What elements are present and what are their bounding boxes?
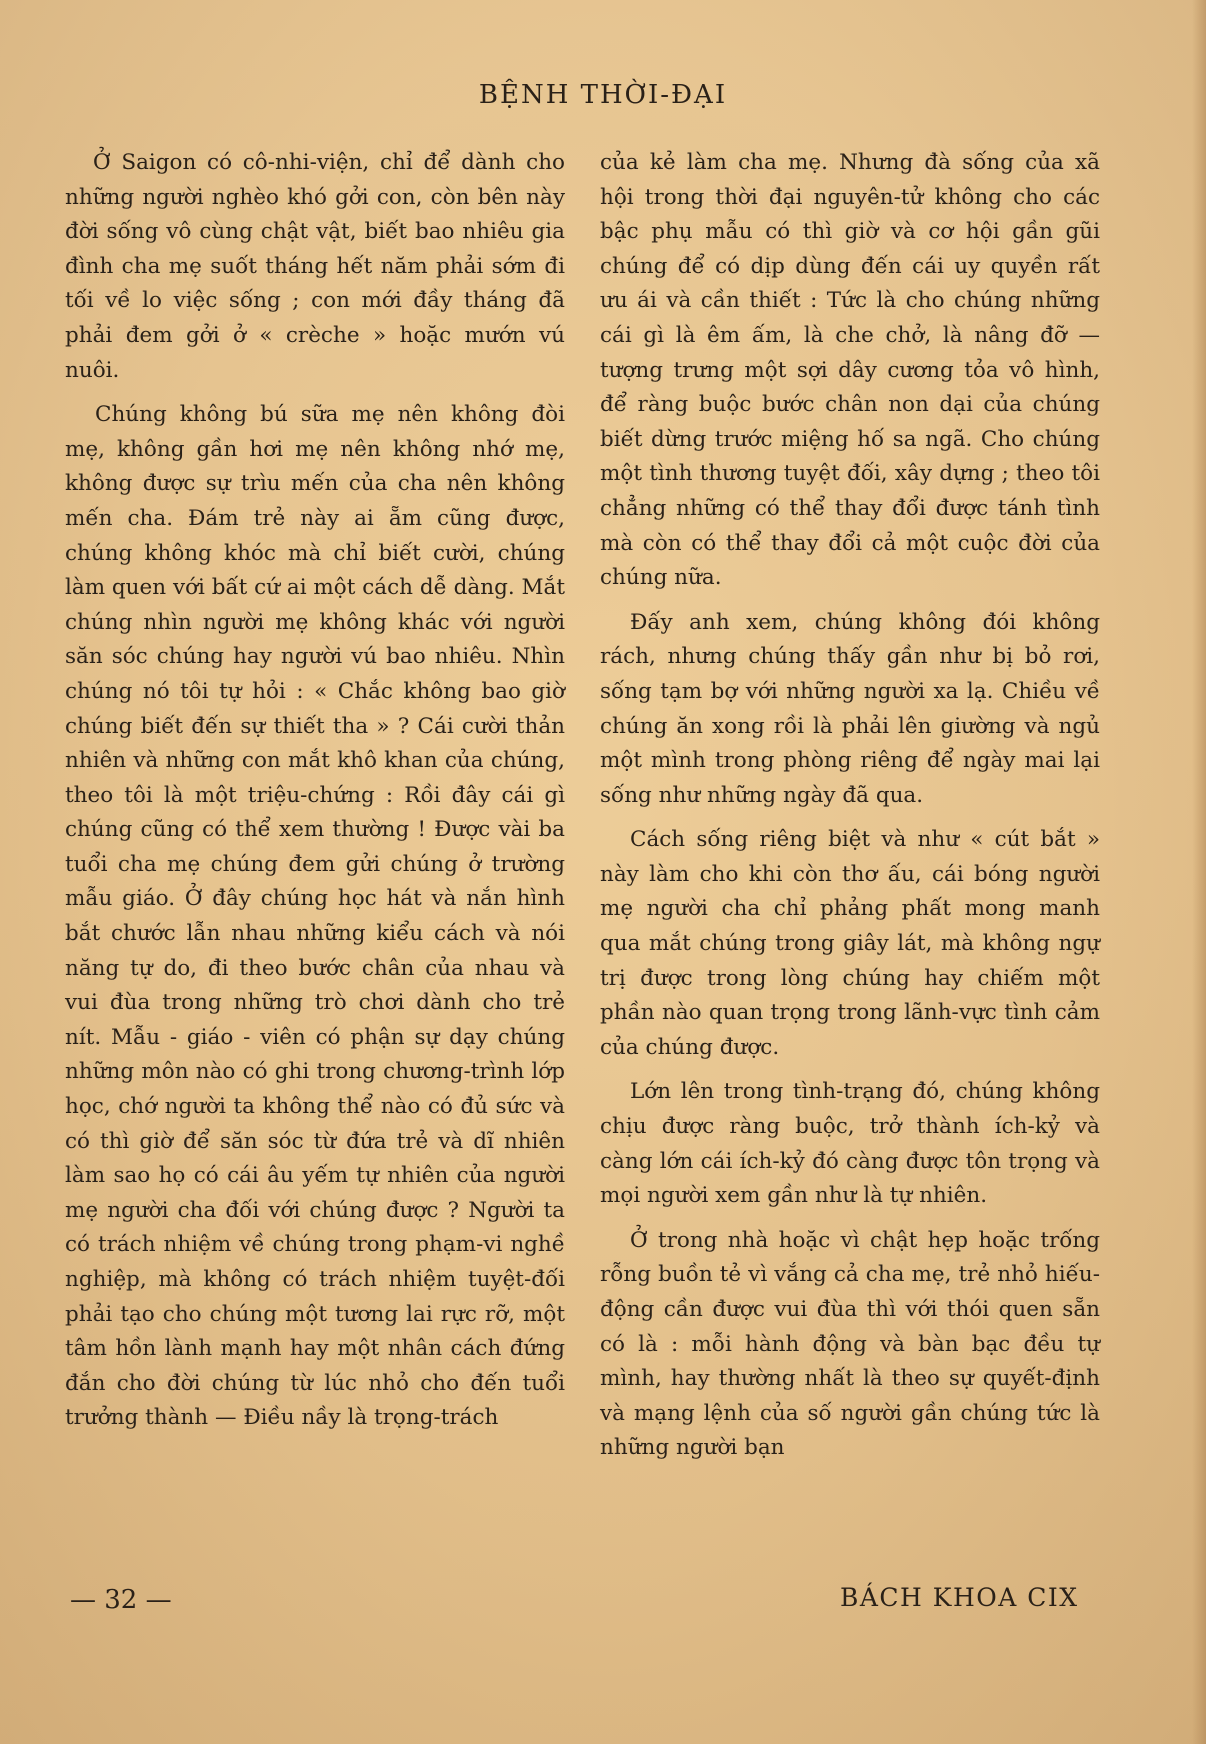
paragraph: của kẻ làm cha mẹ. Nhưng đà sống của xã hội trong thời đại nguyên-tử không cho các bậc phụ mẫu có thì giờ và cơ hội gần gũi chúng để có dịp dùng đến cái uy quyền rất ưu ái và cần thiết : Tức là cho chúng những cái gì là êm ấm, là che chở, là nâng đỡ — tượng trưng một sợi dây cương tỏa vô hình, để ràng buộc bước chân non dại của chúng biết dừng trước miệng hố sa ngã. Cho chúng một tình thương tuyệt đối, xây dựng ; theo tôi chẳng những có thể thay đổi được tánh tình mà còn có thể thay đổi cả một cuộc đời của chúng nữa.: [600, 150, 1100, 591]
paragraph: Ở trong nhà hoặc vì chật hẹp hoặc trống rỗng buồn tẻ vì vắng cả cha mẹ, trẻ nhỏ hiếu-động cần được vui đùa thì với thói quen sẵn có là : mỗi hành động và bàn bạc đều tự mình, hay thường nhất là theo sự quyết-định và mạng lệnh của số người gần chúng tức là những người bạn: [600, 1227, 1100, 1461]
paragraph: Cách sống riêng biệt và như « cút bắt » này làm cho khi còn thơ ấu, cái bóng người mẹ người cha chỉ phảng phất mong manh qua mắt chúng trong giây lát, mà không ngự trị được trong lòng chúng hay chiếm một phần nào quan trọng trong lãnh-vực tình cảm của chúng được.: [600, 827, 1100, 1060]
paragraph: Đấy anh xem, chúng không đói không rách, nhưng chúng thấy gần như bị bỏ rơi, sống tạm bợ với những người xa lạ. Chiều về chúng ăn xong rồi là phải lên giường và ngủ một mình trong phòng riêng để ngày mai lại sống như những ngày đã qua.: [600, 609, 1100, 808]
page-edge-shadow: [1192, 0, 1206, 1744]
publication-name: BÁCH KHOA CIX: [840, 1583, 1079, 1612]
paragraph: Lớn lên trong tình-trạng đó, chúng không chịu được ràng buộc, trở thành ích-kỷ và càng lớn cái ích-kỷ đó càng được tôn trọng và mọi người xem gần như là tự nhiên.: [600, 1079, 1100, 1209]
paragraph: Ở Saigon có cô-nhi-viện, chỉ để dành cho những người nghèo khó gởi con, còn bên này đời sống vô cùng chật vật, biết bao nhiêu gia đình cha mẹ suốt tháng hết năm phải sớm đi tối về lo việc sống ; con mới đầy tháng đã phải đem gởi ở « crèche » hoặc mướn vú nuôi.: [65, 150, 565, 383]
right-column: [600, 146, 1100, 1476]
left-column: [65, 146, 565, 1446]
page-number: — 32 —: [70, 1585, 172, 1615]
running-head: BỆNH THỜI-ĐẠI: [478, 80, 728, 110]
paragraph: Chúng không bú sữa mẹ nên không đòi mẹ, không gần hơi mẹ nên không nhớ mẹ, không được sự trìu mến của cha nên không mến cha. Đám trẻ này ai ẵm cũng được, chúng không khóc mà chỉ biết cười, chúng làm quen với bất cứ ai một cách dễ dàng. Mắt chúng nhìn người mẹ không khác với người săn sóc chúng hay người vú bao nhiêu. Nhìn chúng nó tôi tự hỏi : « Chắc không bao giờ chúng biết đến sự thiết tha » ? Cái cười thản nhiên và những con mắt khô khan của chúng, theo tôi là một triệu-chứng : Rồi đây cái gì chúng cũng có thể xem thường ! Được vài ba tuổi cha mẹ chúng đem gửi chúng ở trường mẫu giáo. Ở đây chúng học hát và nắn hình bắt chước lẫn nhau những kiểu cách và nói năng tự do, đi theo bước chân của nhau và vui đùa trong những trò chơi dành cho trẻ nít. Mẫu - giáo - viên có phận sự dạy chúng những môn nào có ghi trong chương-trình lớp học, chớ người ta không thể nào có đủ sức và có thì giờ để săn sóc từ đứa trẻ và dĩ nhiên làm sao họ có cái âu yếm tự nhiên của người mẹ người cha đối với chúng được ? Người ta có trách nhiệm về chúng trong phạm-vi nghề nghiệp, mà không có trách nhiệm tuyệt-đối phải tạo cho chúng một tương lai rực rỡ, một tâm hồn lành mạnh hay một nhân cách đứng đắn cho đời chúng từ lúc nhỏ cho đến tuổi trưởng thành — Điều nầy là trọng-trách: [65, 402, 565, 1431]
